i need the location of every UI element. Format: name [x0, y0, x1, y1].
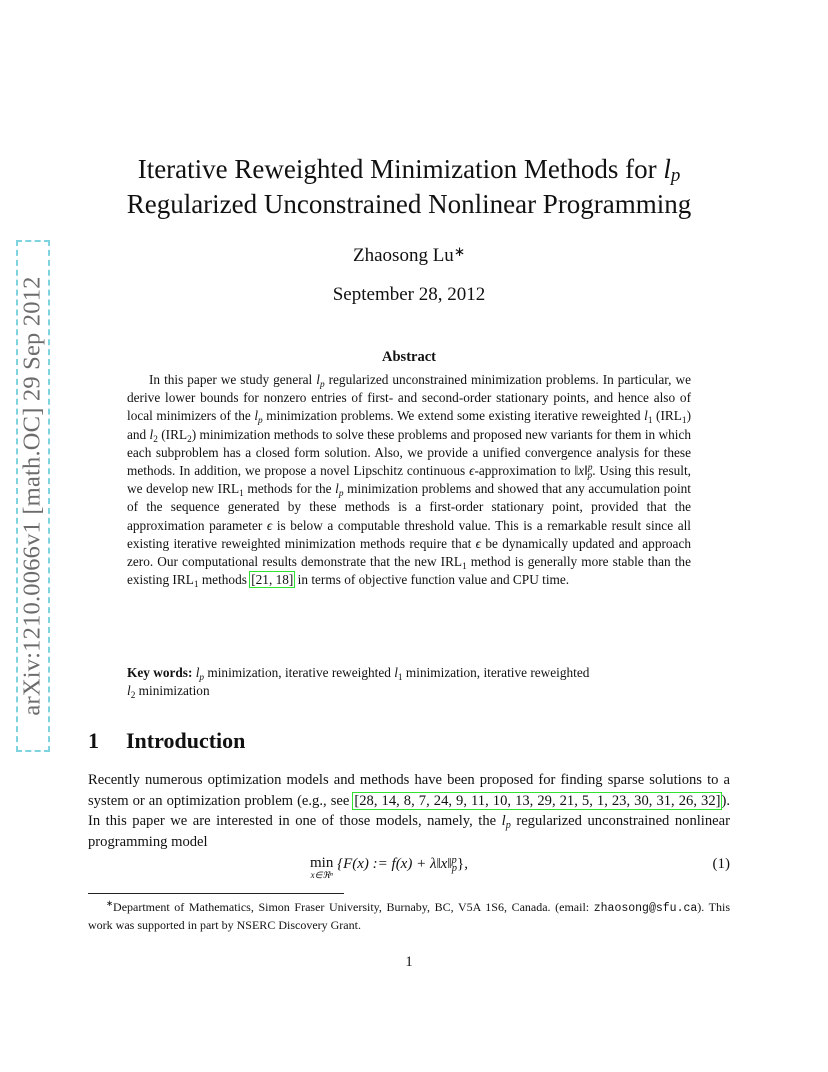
citation-link[interactable]: [28, 14, 8, 7, 24, 9, 11, 10, 13, 29, 21, 5, 1, 23, 30, 31, 26, 32]: [354, 792, 721, 809]
equation-1: min x∈ℜⁿ {F(x) := f(x) + λ‖x‖$^p_p$}, (1): [310, 855, 730, 880]
paper-title: Iterative Reweighted Minimization Methods for $l_p$ Regularized Unconstrained Nonlinear Programming: [126, 154, 692, 219]
keywords: Key words: $l_p$ minimization, iterative reweighted $l_1$ minimization, iterative reweighted $l_2$ minimization: [127, 665, 590, 702]
author: Zhaosong Lu∗: [353, 244, 465, 266]
footnote-rule: [88, 893, 344, 894]
arxiv-stamp: [16, 240, 50, 752]
intro-paragraph: Recently numerous optimization models and methods have been proposed for finding sparse solutions to a system or an optimization problem (e.g., see [28, 14, 8, 7, 24, 9, 11, 10, 13, 29, 21, 5, 1, 23, 30, 31, 26, 32]). In this paper we are interested in one of those models, namely, the $l_p$ regularized unconstrained nonlinear programming model: [88, 772, 730, 850]
abstract-heading: Abstract: [382, 349, 436, 365]
arxiv-stamp-text: arXiv:1210.0066v1 [math.OC] 29 Sep 2012: [19, 276, 47, 716]
author-email[interactable]: zhaosong@sfu.ca: [593, 902, 698, 915]
footnote: ∗Department of Mathematics, Simon Fraser University, Burnaby, BC, V5A 1S6, Canada. (email: zhaosong@sfu.ca). This work was supported in part by NSERC Discovery Grant.: [88, 899, 730, 932]
section-heading: 1 Introduction: [88, 728, 246, 753]
page-number: 1: [405, 954, 413, 970]
abstract-body: In this paper we study general $l_p$ regularized unconstrained minimization problems. In particular, we derive lower bounds for nonzero entries of first- and second-order stationary points, and hence also of local minimizers of the $l_p$ minimization problems. We extend some existing iterative reweighted $l_1$ $(IRL_1)$ and $l_2$ $(IRL_2)$ minimization methods to solve these problems and proposed new variants for them in which each subproblem has a closed form solution. Also, we provide a unified convergence analysis for these methods. In addition, we propose a novel Lipschitz continuous ϵ-approximation to ‖x‖$^p_p$. Using this result, we develop new $IRL_1$ methods for the $l_p$ minimization problems and showed that any accumulation point of the sequence generated by these methods is a first-order stationary point, provided that the approximation parameter ϵ is below a computable threshold value. This is a remarkable result since all existing iterative reweighted minimization methods require that ϵ be dynamically updated and approach zero. Our computational results demonstrate that the new $IRL_1$ method is generally more stable than the existing $IRL_1$ methods [21, 18] in terms of objective function value and CPU time.: [127, 372, 691, 591]
equation-number: (1): [712, 856, 730, 872]
date: September 28, 2012: [332, 284, 486, 305]
citation-link[interactable]: [21, 18]: [251, 572, 294, 588]
